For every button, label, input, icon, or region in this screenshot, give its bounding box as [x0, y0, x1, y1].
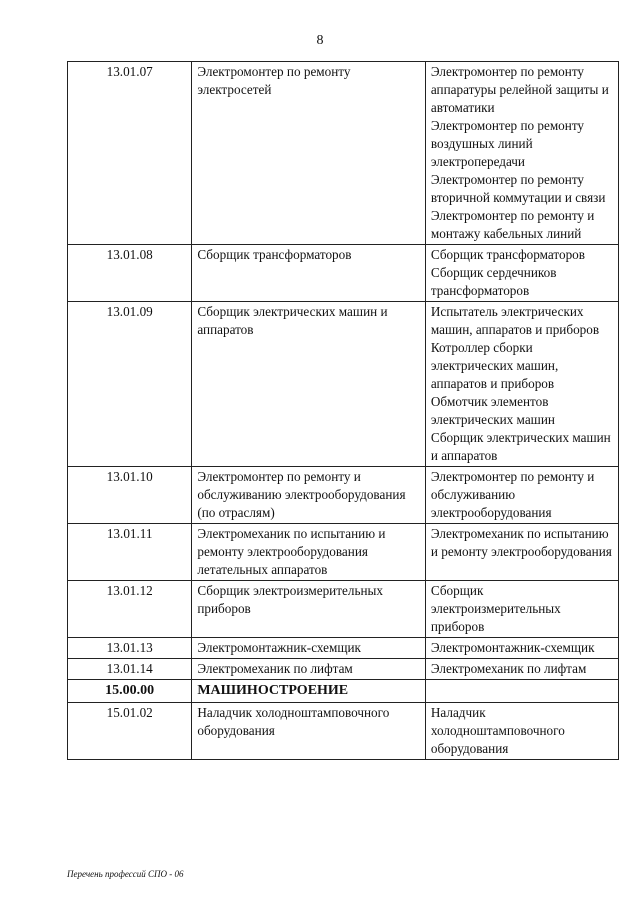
- related-profession: Электромонтажник-схемщик: [430, 640, 595, 655]
- profession-name: Сборщик электроизмерительных приборов: [192, 581, 426, 638]
- related-profession: Испытатель электрических машин, аппаратов и приборов: [430, 304, 600, 337]
- related-profession: Сборщик электрических машин и аппаратов: [430, 430, 611, 463]
- related-profession: Электромонтер по ремонту и обслуживанию электрооборудования: [430, 469, 595, 520]
- related-profession: Котроллер сборки электрических машин, аппаратов и приборов: [430, 340, 559, 391]
- profession-name: Сборщик электрических машин и аппаратов: [192, 302, 426, 467]
- section-row: [68, 680, 619, 703]
- related-profession: Электромонтер по ремонту и монтажу кабельных линий: [430, 208, 595, 241]
- related-profession: Сборщик сердечников трансформаторов: [430, 265, 557, 298]
- profession-code: 13.01.14: [68, 659, 192, 680]
- related-profession: Электромеханик по лифтам: [430, 661, 587, 676]
- related-professions: [425, 680, 618, 703]
- profession-code: 13.01.12: [68, 581, 192, 638]
- page-number: 8: [316, 33, 324, 48]
- related-profession: Электромеханик по испытанию и ремонту электрооборудования: [430, 526, 612, 559]
- related-professions: [425, 659, 618, 680]
- section-title: МАШИНОСТРОЕНИЕ: [192, 680, 426, 703]
- table-row: [68, 245, 619, 302]
- profession-name: Электромеханик по испытанию и ремонту электрооборудования летательных аппаратов: [192, 524, 426, 581]
- profession-name: Электромонтажник-схемщик: [192, 638, 426, 659]
- footer-note: Перечень профессий СПО - 06: [67, 869, 184, 879]
- related-profession: Сборщик электроизмерительных приборов: [430, 583, 561, 634]
- profession-code: 13.01.13: [68, 638, 192, 659]
- professions-table: [67, 61, 619, 760]
- table-row: [68, 659, 619, 680]
- table-row: [68, 524, 619, 581]
- table-row: [68, 638, 619, 659]
- related-professions: [425, 302, 618, 467]
- table-row: [68, 703, 619, 760]
- profession-name: Сборщик трансформаторов: [192, 245, 426, 302]
- related-profession: Сборщик трансформаторов: [430, 247, 585, 262]
- table-row: [68, 62, 619, 245]
- profession-code: 13.01.11: [68, 524, 192, 581]
- related-profession: Обмотчик элементов электрических машин: [430, 394, 555, 427]
- related-professions: [425, 524, 618, 581]
- table-row: [68, 467, 619, 524]
- profession-name: Электромонтер по ремонту электросетей: [192, 62, 426, 245]
- section-code: 15.00.00: [68, 680, 192, 703]
- profession-name: Наладчик холодноштамповочного оборудования: [192, 703, 426, 760]
- profession-code: 15.01.02: [68, 703, 192, 760]
- related-professions: [425, 638, 618, 659]
- related-profession: Электромонтер по ремонту аппаратуры релейной защиты и автоматики: [430, 64, 609, 115]
- related-professions: [425, 703, 618, 760]
- related-profession: Наладчик холодноштамповочного оборудования: [430, 705, 565, 756]
- related-professions: [425, 62, 618, 245]
- related-professions: [425, 581, 618, 638]
- related-profession: Электромонтер по ремонту воздушных линий электропередачи: [430, 118, 585, 169]
- profession-code: 13.01.08: [68, 245, 192, 302]
- table-row: [68, 581, 619, 638]
- profession-code: 13.01.10: [68, 467, 192, 524]
- profession-name: Электромеханик по лифтам: [192, 659, 426, 680]
- related-profession: Электромонтер по ремонту вторичной коммутации и связи: [430, 172, 606, 205]
- related-professions: [425, 245, 618, 302]
- profession-code: 13.01.07: [68, 62, 192, 245]
- table-row: [68, 302, 619, 467]
- profession-name: Электромонтер по ремонту и обслуживанию электрооборудования (по отраслям): [192, 467, 426, 524]
- profession-code: 13.01.09: [68, 302, 192, 467]
- related-professions: [425, 467, 618, 524]
